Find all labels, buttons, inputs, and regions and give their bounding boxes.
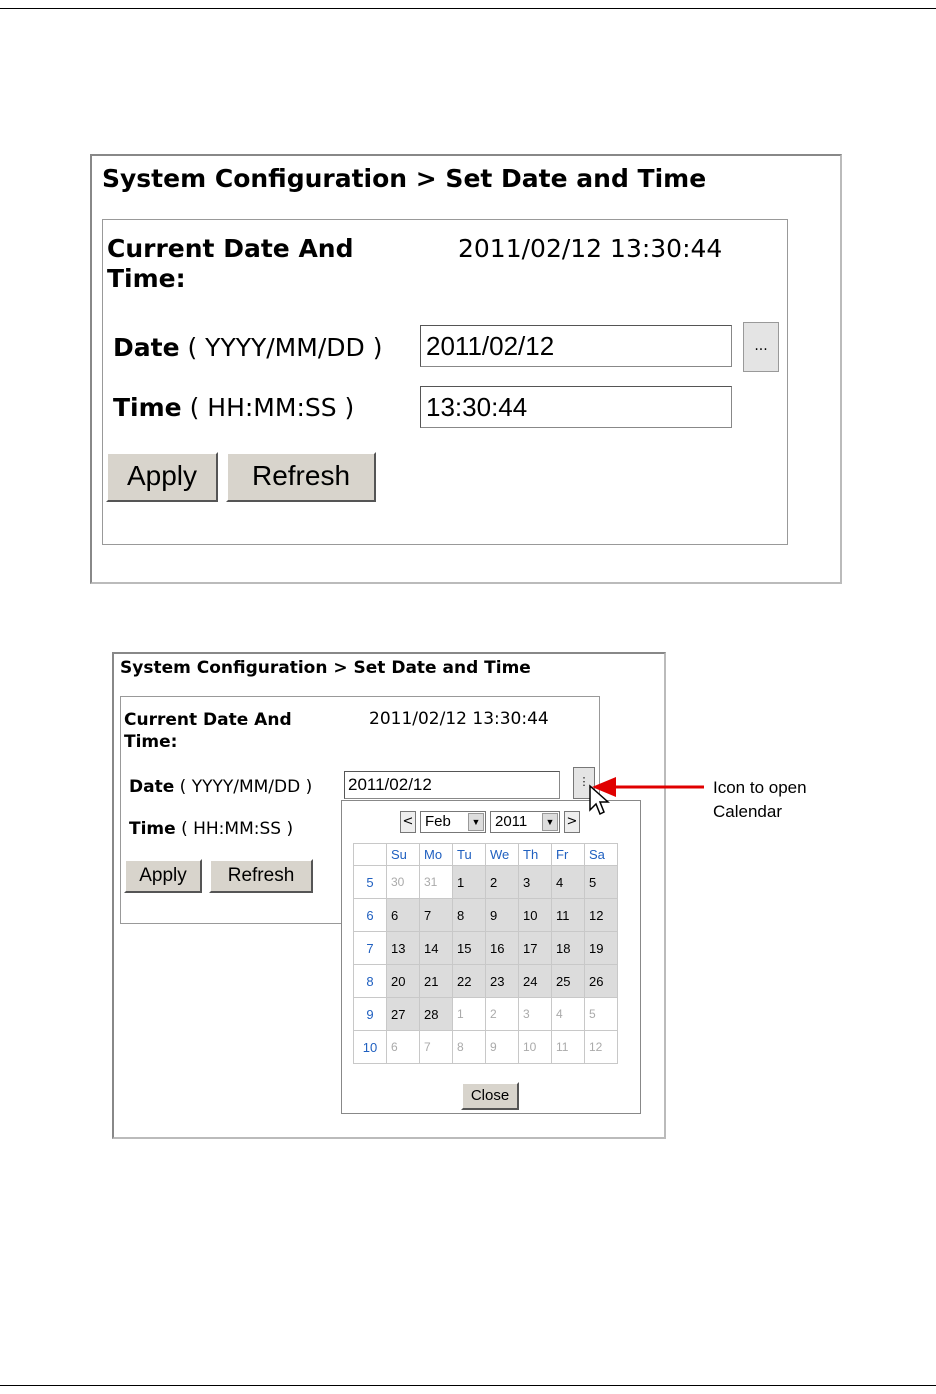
calendar-day[interactable]: 8: [453, 899, 486, 932]
calendar-week-row: [354, 998, 618, 1031]
month-value: Feb: [425, 813, 451, 830]
calendar-day[interactable]: 13: [387, 932, 420, 965]
calendar-day[interactable]: 6: [387, 899, 420, 932]
screenshot-calendar: [112, 652, 666, 1139]
calendar-day[interactable]: 15: [453, 932, 486, 965]
calendar-day-other-month[interactable]: 6: [387, 1031, 420, 1064]
current-datetime-label: Current Date And Time:: [107, 234, 354, 293]
calendar-day-other-month[interactable]: 30: [387, 866, 420, 899]
date-time-panel: [102, 219, 788, 545]
calendar-day-other-month[interactable]: 1: [453, 998, 486, 1031]
calendar-day[interactable]: 25: [552, 965, 585, 998]
weekday-header: Tu: [453, 844, 486, 866]
callout-arrow-icon: [592, 775, 712, 799]
callout-line-2: Calendar: [713, 802, 782, 821]
calendar-day[interactable]: 23: [486, 965, 519, 998]
calendar-day-other-month[interactable]: 7: [420, 1031, 453, 1064]
week-number: 9: [354, 998, 387, 1031]
calendar-day[interactable]: 19: [585, 932, 618, 965]
calendar-button[interactable]: ...: [743, 322, 779, 372]
calendar-day[interactable]: 2: [486, 866, 519, 899]
date-label: [129, 777, 312, 797]
calendar-day-other-month[interactable]: 8: [453, 1031, 486, 1064]
top-rule: [0, 8, 936, 9]
calendar-day-other-month[interactable]: 31: [420, 866, 453, 899]
year-value: 2011: [495, 813, 528, 830]
calendar-popup: [341, 800, 641, 1114]
calendar-day[interactable]: 18: [552, 932, 585, 965]
calendar-day[interactable]: 3: [519, 866, 552, 899]
apply-button[interactable]: Apply: [124, 859, 202, 893]
page-title: System Configuration > Set Date and Time: [120, 658, 531, 678]
calendar-day[interactable]: 16: [486, 932, 519, 965]
calendar-week-row: [354, 866, 618, 899]
date-label-bold: Date: [129, 777, 175, 797]
callout-line-1: Icon to open: [713, 778, 807, 797]
year-select[interactable]: [490, 811, 560, 833]
calendar-week-row: [354, 932, 618, 965]
calendar-day[interactable]: 10: [519, 899, 552, 932]
date-input[interactable]: 2011/02/12: [344, 771, 560, 799]
calendar-day[interactable]: 11: [552, 899, 585, 932]
chevron-down-icon: ▼: [468, 813, 484, 831]
ellipsis-icon: ⋮: [578, 775, 590, 788]
calendar-day[interactable]: 5: [585, 866, 618, 899]
calendar-day[interactable]: 17: [519, 932, 552, 965]
weekday-header: Fr: [552, 844, 585, 866]
date-format-hint: ( YYYY/MM/DD ): [174, 777, 313, 797]
calendar-day[interactable]: 26: [585, 965, 618, 998]
week-number: 6: [354, 899, 387, 932]
calendar-day[interactable]: 9: [486, 899, 519, 932]
date-format-hint: ( YYYY/MM/DD ): [179, 333, 383, 362]
calendar-day-other-month[interactable]: 4: [552, 998, 585, 1031]
current-datetime-label: Current Date And Time:: [124, 710, 292, 752]
calendar-day[interactable]: 27: [387, 998, 420, 1031]
bottom-rule: [0, 1385, 936, 1386]
date-input[interactable]: 2011/02/12: [420, 325, 732, 367]
refresh-button[interactable]: Refresh: [226, 452, 376, 502]
weekday-header: Th: [519, 844, 552, 866]
screenshot-large: [90, 154, 842, 584]
calendar-day[interactable]: 12: [585, 899, 618, 932]
calendar-week-row: [354, 899, 618, 932]
current-datetime-value: 2011/02/12 13:30:44: [458, 234, 723, 263]
calendar-week-row: [354, 1031, 618, 1064]
month-select[interactable]: [420, 811, 486, 833]
current-datetime-value: 2011/02/12 13:30:44: [369, 709, 549, 729]
date-label: [113, 333, 382, 362]
calendar-day[interactable]: 24: [519, 965, 552, 998]
calendar-grid: [353, 843, 618, 1064]
calendar-day[interactable]: 22: [453, 965, 486, 998]
time-format-hint: ( HH:MM:SS ): [181, 393, 355, 422]
week-number: 5: [354, 866, 387, 899]
weekday-header-row: [354, 844, 618, 866]
date-label-bold: Date: [113, 333, 180, 362]
calendar-day[interactable]: 21: [420, 965, 453, 998]
time-format-hint: ( HH:MM:SS ): [175, 819, 294, 839]
calendar-day-other-month[interactable]: 10: [519, 1031, 552, 1064]
calendar-day-other-month[interactable]: 12: [585, 1031, 618, 1064]
calendar-day-other-month[interactable]: 3: [519, 998, 552, 1031]
week-number: 8: [354, 965, 387, 998]
calendar-week-row: [354, 965, 618, 998]
weekday-header: Su: [387, 844, 420, 866]
close-button[interactable]: Close: [461, 1082, 519, 1110]
time-label-bold: Time: [113, 393, 182, 422]
calendar-day[interactable]: 14: [420, 932, 453, 965]
calendar-day-other-month[interactable]: 5: [585, 998, 618, 1031]
weekday-header: Mo: [420, 844, 453, 866]
chevron-down-icon: ▼: [542, 813, 558, 831]
weekday-header: Sa: [585, 844, 618, 866]
page-title: System Configuration > Set Date and Time: [102, 164, 707, 193]
callout-text: [713, 776, 807, 824]
prev-month-button[interactable]: <: [400, 811, 416, 833]
calendar-day[interactable]: 1: [453, 866, 486, 899]
time-label: [113, 393, 354, 422]
next-month-button[interactable]: >: [564, 811, 580, 833]
week-number-header: [354, 844, 387, 866]
week-number: 7: [354, 932, 387, 965]
time-label-bold: Time: [129, 819, 176, 839]
calendar-day[interactable]: 20: [387, 965, 420, 998]
calendar-day-other-month[interactable]: 9: [486, 1031, 519, 1064]
refresh-button[interactable]: Refresh: [209, 859, 313, 893]
time-input[interactable]: 13:30:44: [420, 386, 732, 428]
week-number: 10: [354, 1031, 387, 1064]
weekday-header: We: [486, 844, 519, 866]
calendar-day[interactable]: 4: [552, 866, 585, 899]
calendar-day[interactable]: 7: [420, 899, 453, 932]
calendar-day[interactable]: 28: [420, 998, 453, 1031]
calendar-day-other-month[interactable]: 2: [486, 998, 519, 1031]
time-label: [129, 819, 293, 839]
calendar-day-other-month[interactable]: 11: [552, 1031, 585, 1064]
apply-button[interactable]: Apply: [106, 452, 218, 502]
